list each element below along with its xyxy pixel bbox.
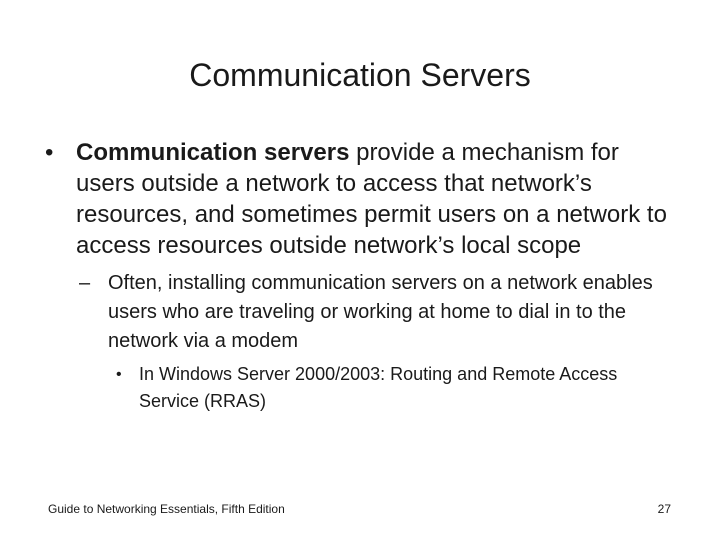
- bullet-text: In Windows Server 2000/2003: Routing and Remote Access Service (RRAS): [139, 364, 618, 411]
- bullet-marker: •: [45, 139, 54, 166]
- dash-marker: –: [79, 272, 91, 294]
- footer-page-number: 27: [657, 502, 671, 516]
- bullet-text: Often, installing communication servers on a network enables users who are traveling or working at home to dial in to the network via a modem: [108, 272, 653, 352]
- bullet-level-2: [0, 269, 678, 356]
- bullet-level-3: [0, 361, 679, 415]
- bullet-level-1: [0, 137, 676, 261]
- footer-book-title: Guide to Networking Essentials, Fifth Edition: [48, 502, 285, 516]
- slide-title: Communication Servers: [189, 57, 531, 93]
- bullet-marker: •: [116, 366, 122, 383]
- slide-content: [0, 137, 720, 415]
- bullet-text: provide a mechanism for users outside a network to access that network’s resources, and sometimes permit users on a network to access resources outside network’s local scope: [76, 139, 667, 259]
- bullet-term: Communication servers: [76, 139, 350, 166]
